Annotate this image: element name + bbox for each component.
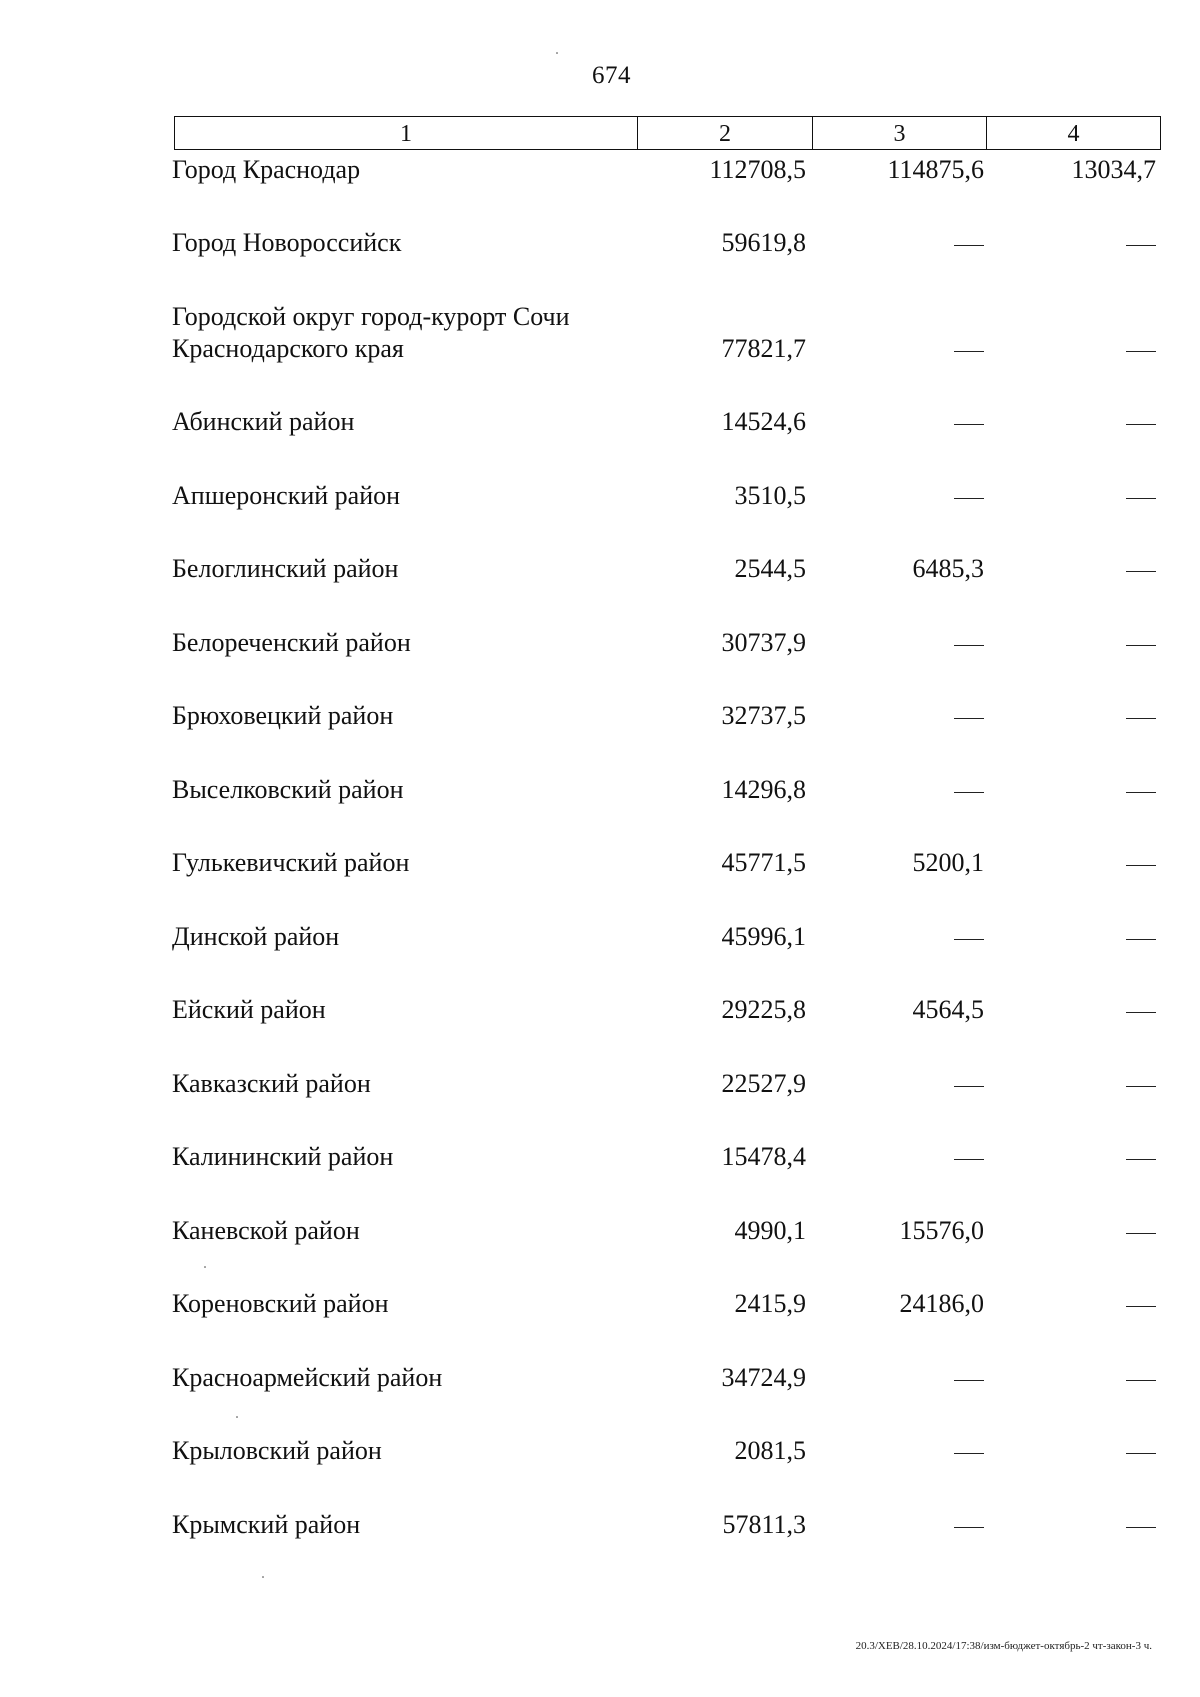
empty-dash xyxy=(1126,1086,1156,1087)
empty-dash xyxy=(954,718,984,719)
empty-dash xyxy=(954,1086,984,1087)
empty-dash xyxy=(1126,1527,1156,1528)
municipality-name: Каневской район xyxy=(172,1216,360,1245)
table-header xyxy=(174,116,1161,150)
empty-dash xyxy=(1126,424,1156,425)
empty-dash xyxy=(1126,351,1156,352)
empty-dash xyxy=(1126,1159,1156,1160)
empty-dash xyxy=(954,1527,984,1528)
value-c2: 112708,5 xyxy=(709,155,806,184)
municipality-name: Белоглинский район xyxy=(172,554,399,583)
empty-dash xyxy=(1126,1306,1156,1307)
municipality-name: Город Новороссийск xyxy=(172,228,402,257)
header-cell-4: 4 xyxy=(986,117,1160,149)
value-c2: 77821,7 xyxy=(721,334,806,363)
value-c3 xyxy=(820,406,984,438)
value-c4 xyxy=(992,994,1156,1026)
empty-dash xyxy=(954,1380,984,1381)
value-c3 xyxy=(820,480,984,512)
municipality-name: Гулькевичский район xyxy=(172,848,410,877)
empty-dash xyxy=(954,939,984,940)
value-c2: 14296,8 xyxy=(721,775,806,804)
municipality-name: Городской округ город-курорт Сочи Краснодарского края xyxy=(172,302,570,363)
header-cell-2: 2 xyxy=(637,117,812,149)
empty-dash xyxy=(1126,1012,1156,1013)
value-c4 xyxy=(992,1141,1156,1173)
municipality-name: Красноармейский район xyxy=(172,1363,443,1392)
municipality-name: Крымский район xyxy=(172,1510,361,1539)
value-c4 xyxy=(992,553,1156,585)
empty-dash xyxy=(1126,571,1156,572)
value-c4 xyxy=(992,1362,1156,1394)
municipality-name: Кореновский район xyxy=(172,1289,389,1318)
value-c2: 22527,9 xyxy=(721,1069,806,1098)
municipality-name: Крыловский район xyxy=(172,1436,382,1465)
value-c2: 59619,8 xyxy=(721,228,806,257)
scan-speck xyxy=(262,1576,264,1578)
municipality-name: Ейский район xyxy=(172,995,326,1024)
municipality-name: Калининский район xyxy=(172,1142,394,1171)
value-c3: 15576,0 xyxy=(899,1216,984,1245)
value-c3: 4564,5 xyxy=(912,995,984,1024)
value-c2: 32737,5 xyxy=(721,701,806,730)
value-c2: 2544,5 xyxy=(734,554,806,583)
value-c4 xyxy=(992,774,1156,806)
empty-dash xyxy=(1126,865,1156,866)
value-c4 xyxy=(992,700,1156,732)
footer-note: 20.3/ХЕВ/28.10.2024/17:38/изм-бюджет-октябрь-2 чт-закон-3 ч. xyxy=(855,1640,1152,1652)
value-c2: 57811,3 xyxy=(722,1510,806,1539)
header-cell-1: 1 xyxy=(400,120,412,147)
municipality-name: Выселковский район xyxy=(172,775,404,804)
scan-speck xyxy=(556,52,558,54)
value-c4 xyxy=(992,921,1156,953)
municipality-name: Брюховецкий район xyxy=(172,701,394,730)
municipality-name: Абинский район xyxy=(172,407,355,436)
value-c4 xyxy=(992,227,1156,259)
empty-dash xyxy=(954,351,984,352)
municipality-name: Динской район xyxy=(172,922,340,951)
municipality-name: Апшеронский район xyxy=(172,481,401,510)
value-c3 xyxy=(820,627,984,659)
value-c4 xyxy=(992,847,1156,879)
empty-dash xyxy=(954,245,984,246)
empty-dash xyxy=(1126,245,1156,246)
value-c2: 2081,5 xyxy=(734,1436,806,1465)
value-c4 xyxy=(992,1435,1156,1467)
value-c2: 45771,5 xyxy=(721,848,806,877)
value-c4 xyxy=(992,627,1156,659)
page-number: 674 xyxy=(592,62,631,89)
municipality-name: Кавказский район xyxy=(172,1069,371,1098)
municipality-name: Город Краснодар xyxy=(172,155,361,184)
scan-speck xyxy=(204,1266,206,1268)
value-c3: 6485,3 xyxy=(912,554,984,583)
value-c3: 24186,0 xyxy=(899,1289,984,1318)
scan-speck xyxy=(236,1416,238,1418)
value-c4 xyxy=(992,1215,1156,1247)
value-c3 xyxy=(820,1435,984,1467)
value-c4 xyxy=(992,406,1156,438)
empty-dash xyxy=(1126,1233,1156,1234)
value-c2: 2415,9 xyxy=(734,1289,806,1318)
value-c3: 114875,6 xyxy=(887,155,984,184)
value-c2: 14524,6 xyxy=(721,407,806,436)
value-c4 xyxy=(992,1068,1156,1100)
empty-dash xyxy=(954,424,984,425)
value-c3 xyxy=(820,1509,984,1541)
header-cell-3: 3 xyxy=(812,117,986,149)
empty-dash xyxy=(954,645,984,646)
value-c3 xyxy=(820,1141,984,1173)
empty-dash xyxy=(1126,1380,1156,1381)
value-c3 xyxy=(820,1068,984,1100)
empty-dash xyxy=(1126,1453,1156,1454)
value-c2: 45996,1 xyxy=(721,922,806,951)
value-c4 xyxy=(992,1509,1156,1541)
value-c4: 13034,7 xyxy=(1071,155,1156,184)
empty-dash xyxy=(1126,498,1156,499)
municipality-name: Белореченский район xyxy=(172,628,411,657)
value-c3 xyxy=(820,227,984,259)
empty-dash xyxy=(954,1159,984,1160)
value-c3 xyxy=(820,774,984,806)
value-c2: 4990,1 xyxy=(734,1216,806,1245)
empty-dash xyxy=(954,792,984,793)
value-c4 xyxy=(992,333,1156,365)
value-c4 xyxy=(992,480,1156,512)
empty-dash xyxy=(954,1453,984,1454)
value-c2: 30737,9 xyxy=(721,628,806,657)
empty-dash xyxy=(1126,792,1156,793)
value-c2: 34724,9 xyxy=(721,1363,806,1392)
empty-dash xyxy=(1126,645,1156,646)
value-c3 xyxy=(820,700,984,732)
empty-dash xyxy=(1126,939,1156,940)
value-c3 xyxy=(820,921,984,953)
value-c2: 15478,4 xyxy=(721,1142,806,1171)
value-c3 xyxy=(820,333,984,365)
value-c2: 29225,8 xyxy=(721,995,806,1024)
empty-dash xyxy=(954,498,984,499)
value-c4 xyxy=(992,1288,1156,1320)
value-c2: 3510,5 xyxy=(734,481,806,510)
empty-dash xyxy=(1126,718,1156,719)
value-c3: 5200,1 xyxy=(912,848,984,877)
value-c3 xyxy=(820,1362,984,1394)
